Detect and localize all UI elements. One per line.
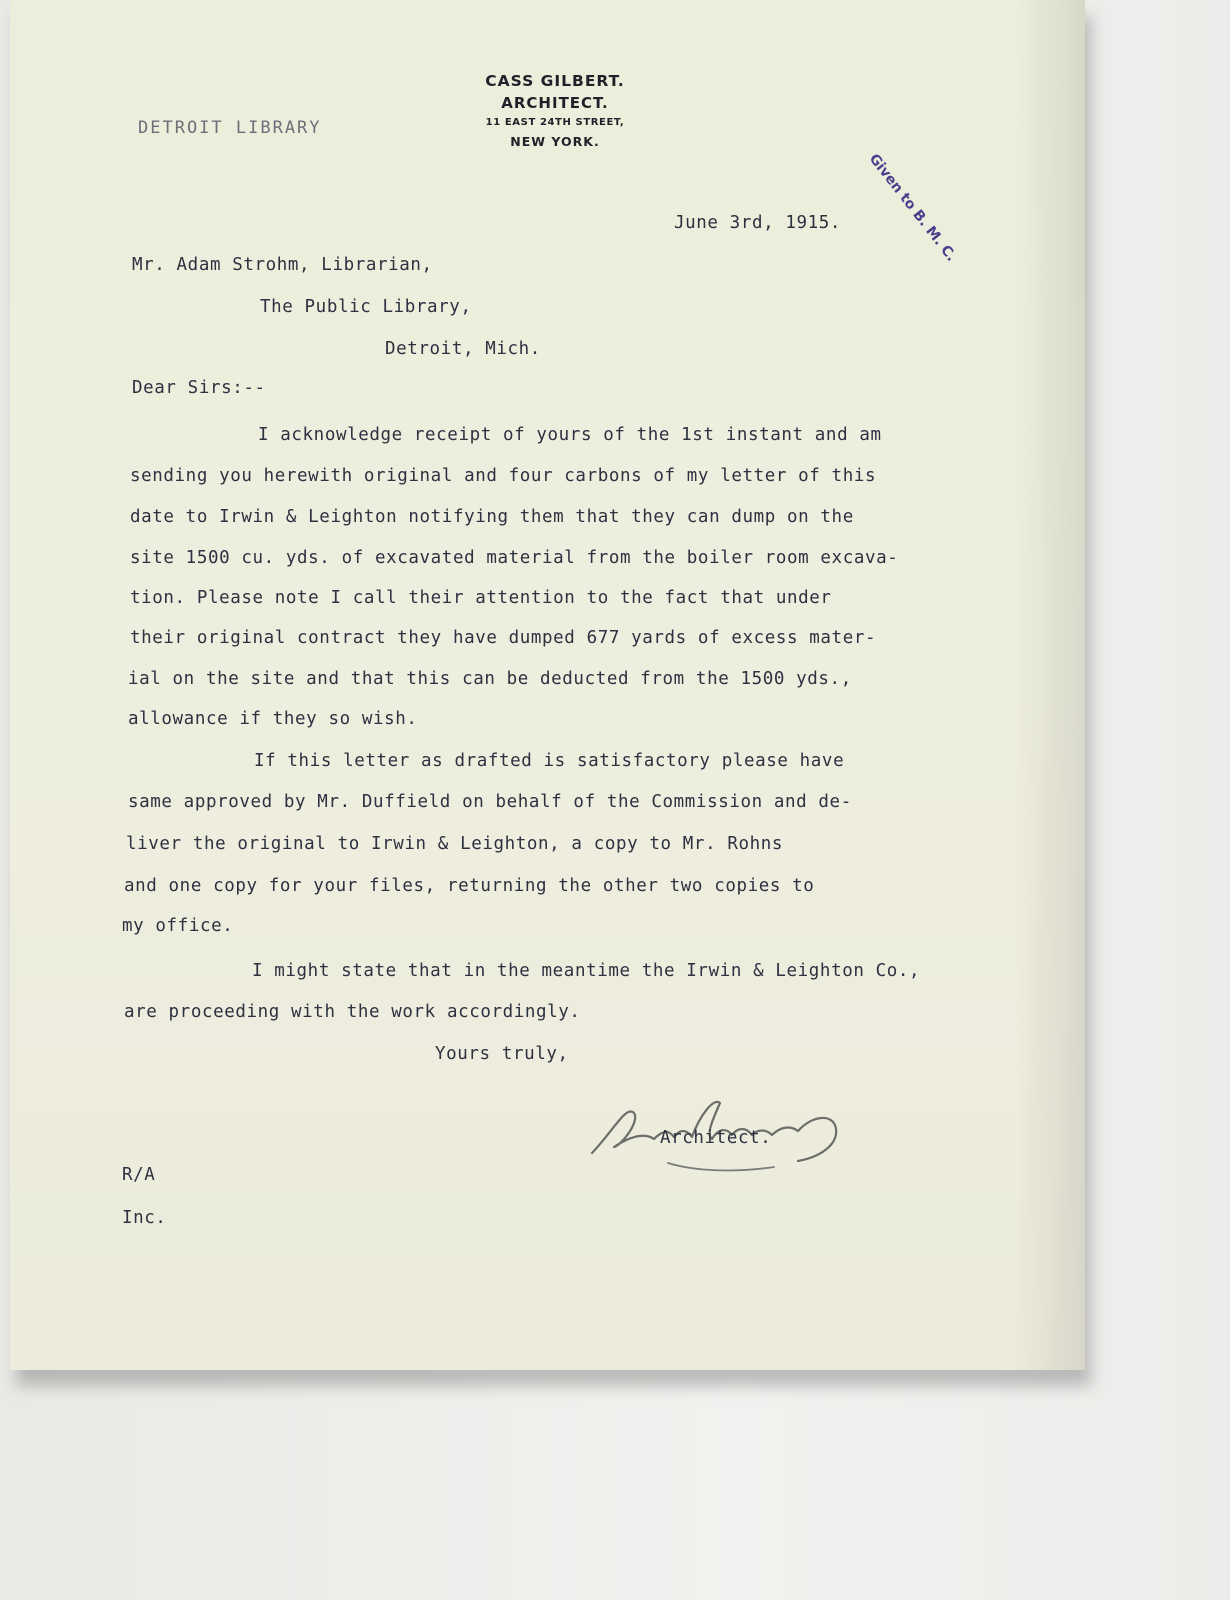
address-line-1: Mr. Adam Strohm, Librarian, [132, 255, 433, 275]
enclosure-note: Inc. [122, 1208, 167, 1228]
letterhead-title: ARCHITECT. [501, 94, 609, 112]
given-to-stamp: Given to B. M. C. [865, 151, 960, 265]
letterhead-street: 11 EAST 24TH STREET, [485, 117, 625, 128]
closing: Yours truly, [435, 1044, 569, 1064]
body-line: and one copy for your files, returning the other two copies to [124, 876, 815, 896]
body-line: my office. [122, 916, 234, 936]
body-line: I acknowledge receipt of yours of the 1st instant and am [258, 425, 882, 445]
letterhead-name: CASS GILBERT. [485, 72, 625, 90]
letterhead [430, 72, 680, 149]
body-line: tion. Please note I call their attention to the fact that under [130, 588, 832, 608]
letter-sheet [10, 0, 1085, 1370]
body-line: site 1500 cu. yds. of excavated material from the boiler room excava- [130, 548, 899, 568]
address-line-3: Detroit, Mich. [385, 339, 541, 359]
body-line: allowance if they so wish. [128, 709, 418, 729]
body-line: same approved by Mr. Duffield on behalf of the Commission and de- [128, 792, 852, 812]
file-label: DETROIT LIBRARY [138, 118, 322, 138]
salutation: Dear Sirs:-- [132, 378, 266, 398]
body-line: their original contract they have dumped 677 yards of excess mater- [130, 628, 877, 648]
body-line: ial on the site and that this can be deducted from the 1500 yds., [128, 669, 852, 689]
address-line-2: The Public Library, [260, 297, 472, 317]
body-line: liver the original to Irwin & Leighton, a copy to Mr. Rohns [126, 834, 784, 854]
body-line: date to Irwin & Leighton notifying them that they can dump on the [130, 507, 854, 527]
body-line: sending you herewith original and four carbons of my letter of this [130, 466, 877, 486]
signature-title: Architect. [660, 1128, 772, 1148]
letterhead-city: NEW YORK. [510, 134, 600, 149]
body-line: I might state that in the meantime the Irwin & Leighton Co., [252, 961, 921, 981]
body-line: If this letter as drafted is satisfactory please have [254, 751, 845, 771]
typist-initials: R/A [122, 1165, 156, 1185]
body-line: are proceeding with the work accordingly. [124, 1002, 581, 1022]
letter-date: June 3rd, 1915. [674, 213, 842, 233]
